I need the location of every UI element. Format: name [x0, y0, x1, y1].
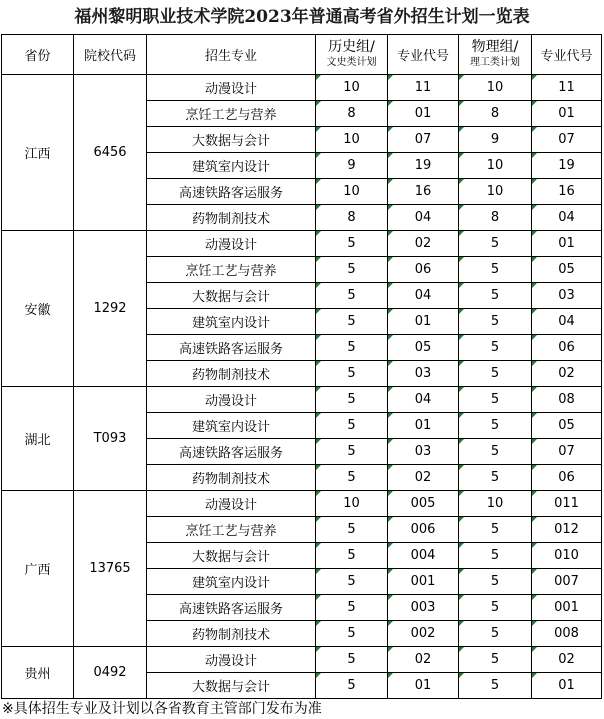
history-plan-cell: 5	[316, 517, 388, 543]
physics-code-cell: 05	[532, 257, 602, 283]
history-code-cell: 005	[388, 491, 459, 517]
physics-code-cell: 011	[532, 491, 602, 517]
major-cell: 烹饪工艺与营养	[147, 517, 316, 543]
physics-plan-cell: 5	[459, 309, 532, 335]
physics-plan-cell: 5	[459, 283, 532, 309]
physics-plan-cell: 5	[459, 361, 532, 387]
major-cell: 大数据与会计	[147, 673, 316, 699]
school-code-cell: 13765	[74, 491, 147, 647]
history-plan-cell: 5	[316, 465, 388, 491]
history-plan-cell: 5	[316, 361, 388, 387]
province-cell: 贵州	[2, 647, 74, 699]
physics-code-cell: 04	[532, 309, 602, 335]
history-plan-cell: 5	[316, 673, 388, 699]
table-row	[2, 75, 602, 101]
physics-code-cell: 01	[532, 231, 602, 257]
school-code-cell: 1292	[74, 231, 147, 387]
major-cell: 建筑室内设计	[147, 309, 316, 335]
physics-plan-cell: 10	[459, 153, 532, 179]
major-cell: 高速铁路客运服务	[147, 179, 316, 205]
physics-code-cell: 03	[532, 283, 602, 309]
header-history-code: 专业代号	[388, 35, 459, 75]
history-plan-cell: 5	[316, 439, 388, 465]
major-cell: 药物制剂技术	[147, 621, 316, 647]
table-row	[2, 647, 602, 673]
history-code-cell: 11	[388, 75, 459, 101]
physics-plan-cell: 10	[459, 179, 532, 205]
physics-code-cell: 06	[532, 335, 602, 361]
header-major: 招生专业	[147, 35, 316, 75]
history-plan-cell: 5	[316, 595, 388, 621]
physics-code-cell: 04	[532, 205, 602, 231]
history-code-cell: 003	[388, 595, 459, 621]
enrollment-plan-table	[1, 34, 602, 699]
header-physics-line2: 理工类计划	[470, 56, 520, 68]
province-cell: 广西	[2, 491, 74, 647]
physics-plan-cell: 5	[459, 595, 532, 621]
history-plan-cell: 5	[316, 647, 388, 673]
province-cell: 湖北	[2, 387, 74, 491]
table-row	[2, 387, 602, 413]
history-code-cell: 04	[388, 387, 459, 413]
page-title: 福州黎明职业技术学院2023年普通高考省外招生计划一览表	[74, 7, 530, 27]
major-cell: 高速铁路客运服务	[147, 439, 316, 465]
header-physics-line1: 物理组/	[471, 38, 519, 55]
physics-plan-cell: 10	[459, 75, 532, 101]
history-plan-cell: 10	[316, 127, 388, 153]
physics-plan-cell: 5	[459, 621, 532, 647]
major-cell: 动漫设计	[147, 647, 316, 673]
physics-plan-cell: 9	[459, 127, 532, 153]
history-code-cell: 19	[388, 153, 459, 179]
history-code-cell: 01	[388, 309, 459, 335]
physics-code-cell: 007	[532, 569, 602, 595]
major-cell: 药物制剂技术	[147, 205, 316, 231]
major-cell: 药物制剂技术	[147, 465, 316, 491]
table-row	[2, 231, 602, 257]
history-code-cell: 04	[388, 283, 459, 309]
physics-plan-cell: 5	[459, 569, 532, 595]
history-code-cell: 01	[388, 413, 459, 439]
history-plan-cell: 8	[316, 101, 388, 127]
physics-code-cell: 11	[532, 75, 602, 101]
physics-code-cell: 07	[532, 439, 602, 465]
history-code-cell: 03	[388, 439, 459, 465]
major-cell: 高速铁路客运服务	[147, 335, 316, 361]
history-plan-cell: 5	[316, 569, 388, 595]
physics-code-cell: 010	[532, 543, 602, 569]
physics-plan-cell: 8	[459, 205, 532, 231]
school-code-cell: 0492	[74, 647, 147, 699]
province-cell: 安徽	[2, 231, 74, 387]
school-code-cell: 6456	[74, 75, 147, 231]
physics-code-cell: 02	[532, 647, 602, 673]
history-code-cell: 06	[388, 257, 459, 283]
header-history-line2: 文史类计划	[326, 56, 377, 68]
major-cell: 烹饪工艺与营养	[147, 101, 316, 127]
physics-code-cell: 008	[532, 621, 602, 647]
major-cell: 建筑室内设计	[147, 569, 316, 595]
table-body	[2, 75, 602, 699]
history-code-cell: 02	[388, 647, 459, 673]
history-code-cell: 001	[388, 569, 459, 595]
major-cell: 动漫设计	[147, 231, 316, 257]
province-cell: 江西	[2, 75, 74, 231]
physics-plan-cell: 5	[459, 439, 532, 465]
physics-plan-cell: 10	[459, 491, 532, 517]
history-plan-cell: 5	[316, 387, 388, 413]
physics-code-cell: 05	[532, 413, 602, 439]
history-code-cell: 01	[388, 101, 459, 127]
footnote: ※具体招生专业及计划以各省教育主管部门发布为准	[2, 701, 322, 717]
header-province: 省份	[2, 35, 74, 75]
header-history-plan	[316, 35, 388, 75]
table-row	[2, 491, 602, 517]
history-code-cell: 002	[388, 621, 459, 647]
history-plan-cell: 5	[316, 621, 388, 647]
physics-plan-cell: 5	[459, 673, 532, 699]
history-plan-cell: 10	[316, 491, 388, 517]
history-code-cell: 006	[388, 517, 459, 543]
physics-code-cell: 02	[532, 361, 602, 387]
major-cell: 药物制剂技术	[147, 361, 316, 387]
history-plan-cell: 8	[316, 205, 388, 231]
physics-code-cell: 012	[532, 517, 602, 543]
physics-code-cell: 07	[532, 127, 602, 153]
physics-plan-cell: 5	[459, 231, 532, 257]
physics-code-cell: 001	[532, 595, 602, 621]
physics-code-cell: 08	[532, 387, 602, 413]
history-code-cell: 04	[388, 205, 459, 231]
major-cell: 建筑室内设计	[147, 413, 316, 439]
physics-plan-cell: 5	[459, 257, 532, 283]
physics-plan-cell: 5	[459, 465, 532, 491]
header-school-code: 院校代码	[74, 35, 147, 75]
major-cell: 大数据与会计	[147, 283, 316, 309]
history-plan-cell: 5	[316, 309, 388, 335]
history-code-cell: 01	[388, 673, 459, 699]
major-cell: 大数据与会计	[147, 127, 316, 153]
physics-code-cell: 19	[532, 153, 602, 179]
history-plan-cell: 10	[316, 179, 388, 205]
history-plan-cell: 5	[316, 231, 388, 257]
major-cell: 动漫设计	[147, 387, 316, 413]
physics-plan-cell: 5	[459, 543, 532, 569]
major-cell: 动漫设计	[147, 491, 316, 517]
history-code-cell: 02	[388, 465, 459, 491]
history-code-cell: 07	[388, 127, 459, 153]
physics-plan-cell: 5	[459, 335, 532, 361]
major-cell: 高速铁路客运服务	[147, 595, 316, 621]
physics-plan-cell: 5	[459, 647, 532, 673]
physics-code-cell: 16	[532, 179, 602, 205]
history-code-cell: 16	[388, 179, 459, 205]
history-plan-cell: 5	[316, 543, 388, 569]
history-plan-cell: 5	[316, 283, 388, 309]
history-code-cell: 02	[388, 231, 459, 257]
major-cell: 建筑室内设计	[147, 153, 316, 179]
history-plan-cell: 10	[316, 75, 388, 101]
header-physics-code: 专业代号	[532, 35, 602, 75]
physics-plan-cell: 8	[459, 101, 532, 127]
history-plan-cell: 5	[316, 257, 388, 283]
history-plan-cell: 5	[316, 335, 388, 361]
table-header-row	[2, 35, 602, 75]
school-code-cell: T093	[74, 387, 147, 491]
history-plan-cell: 5	[316, 413, 388, 439]
history-plan-cell: 9	[316, 153, 388, 179]
history-code-cell: 05	[388, 335, 459, 361]
major-cell: 动漫设计	[147, 75, 316, 101]
physics-code-cell: 01	[532, 673, 602, 699]
history-code-cell: 004	[388, 543, 459, 569]
major-cell: 大数据与会计	[147, 543, 316, 569]
major-cell: 烹饪工艺与营养	[147, 257, 316, 283]
header-physics-plan	[459, 35, 532, 75]
history-code-cell: 03	[388, 361, 459, 387]
physics-plan-cell: 5	[459, 517, 532, 543]
physics-plan-cell: 5	[459, 387, 532, 413]
physics-plan-cell: 5	[459, 413, 532, 439]
header-history-line1: 历史组/	[328, 38, 375, 55]
physics-code-cell: 06	[532, 465, 602, 491]
physics-code-cell: 01	[532, 101, 602, 127]
